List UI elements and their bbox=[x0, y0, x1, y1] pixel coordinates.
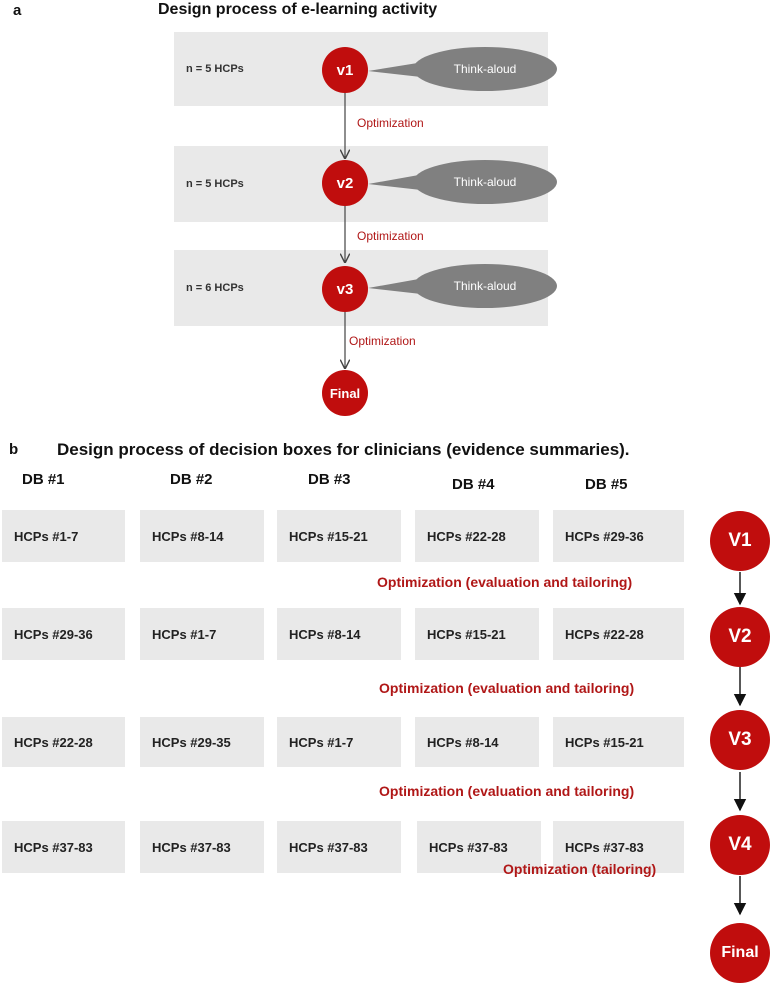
hcp-box-r2-c2: HCPs #1-7 bbox=[140, 608, 264, 660]
optimization-label-b-4: Optimization (tailoring) bbox=[503, 861, 657, 877]
hcp-box-r4-c4: HCPs #37-83 bbox=[417, 821, 541, 873]
optimization-label-a-1: Optimization bbox=[357, 116, 424, 130]
hcp-box-r1-c1: HCPs #1-7 bbox=[2, 510, 125, 562]
hcp-box-r3-c2: HCPs #29-35 bbox=[140, 717, 264, 767]
hcp-box-r1-c2: HCPs #8-14 bbox=[140, 510, 264, 562]
hcp-box-r4-c2: HCPs #37-83 bbox=[140, 821, 264, 873]
hcp-box-r2-c3: HCPs #8-14 bbox=[277, 608, 401, 660]
think-aloud-label-1: Think-aloud bbox=[453, 62, 517, 76]
hcp-box-r1-c4: HCPs #22-28 bbox=[415, 510, 539, 562]
panel-b-label: b bbox=[9, 441, 19, 458]
version-node-v3: v3 bbox=[322, 266, 368, 312]
hcp-count-a-2: n = 5 HCPs bbox=[186, 178, 244, 190]
optimization-label-a-3: Optimization bbox=[349, 334, 416, 348]
hcp-box-r3-c5: HCPs #15-21 bbox=[553, 717, 684, 767]
think-aloud-label-3: Think-aloud bbox=[453, 279, 517, 293]
hcp-box-r3-c4: HCPs #8-14 bbox=[415, 717, 539, 767]
hcp-box-r4-c1: HCPs #37-83 bbox=[2, 821, 125, 873]
panel-b-title: Design process of decision boxes for clinicians (evidence summaries). bbox=[57, 440, 630, 459]
version-node-V2: V2 bbox=[710, 607, 770, 667]
hcp-box-r3-c3: HCPs #1-7 bbox=[277, 717, 401, 767]
hcp-box-r1-c3: HCPs #15-21 bbox=[277, 510, 401, 562]
optimization-label-b-1: Optimization (evaluation and tailoring) bbox=[377, 574, 633, 590]
panel-a-label: a bbox=[13, 2, 22, 19]
hcp-box-r3-c1: HCPs #22-28 bbox=[2, 717, 125, 767]
version-node-v2: v2 bbox=[322, 160, 368, 206]
version-node-v1: v1 bbox=[322, 47, 368, 93]
hcp-count-a-1: n = 5 HCPs bbox=[186, 63, 244, 75]
optimization-label-b-3: Optimization (evaluation and tailoring) bbox=[379, 783, 635, 799]
final-node-b: Final bbox=[710, 923, 770, 983]
db-column-1: DB #1 bbox=[22, 471, 65, 488]
hcp-box-r1-c5: HCPs #29-36 bbox=[553, 510, 684, 562]
db-column-3: DB #3 bbox=[308, 471, 351, 488]
db-column-5: DB #5 bbox=[585, 476, 628, 493]
final-node-a: Final bbox=[322, 370, 368, 416]
db-column-4: DB #4 bbox=[452, 476, 495, 493]
panel-a-title: Design process of e-learning activity bbox=[158, 1, 438, 18]
hcp-count-a-3: n = 6 HCPs bbox=[186, 282, 244, 294]
hcp-box-r2-c5: HCPs #22-28 bbox=[553, 608, 684, 660]
db-column-2: DB #2 bbox=[170, 471, 213, 488]
version-node-V4: V4 bbox=[710, 815, 770, 875]
version-node-V3: V3 bbox=[710, 710, 770, 770]
optimization-label-b-2: Optimization (evaluation and tailoring) bbox=[379, 680, 635, 696]
think-aloud-label-2: Think-aloud bbox=[453, 175, 517, 189]
hcp-box-r4-c3: HCPs #37-83 bbox=[277, 821, 401, 873]
hcp-box-r2-c4: HCPs #15-21 bbox=[415, 608, 539, 660]
version-node-V1: V1 bbox=[710, 511, 770, 571]
hcp-box-r2-c1: HCPs #29-36 bbox=[2, 608, 125, 660]
optimization-label-a-2: Optimization bbox=[357, 229, 424, 243]
hcp-box-r4-c5: HCPs #37-83 bbox=[553, 821, 684, 873]
